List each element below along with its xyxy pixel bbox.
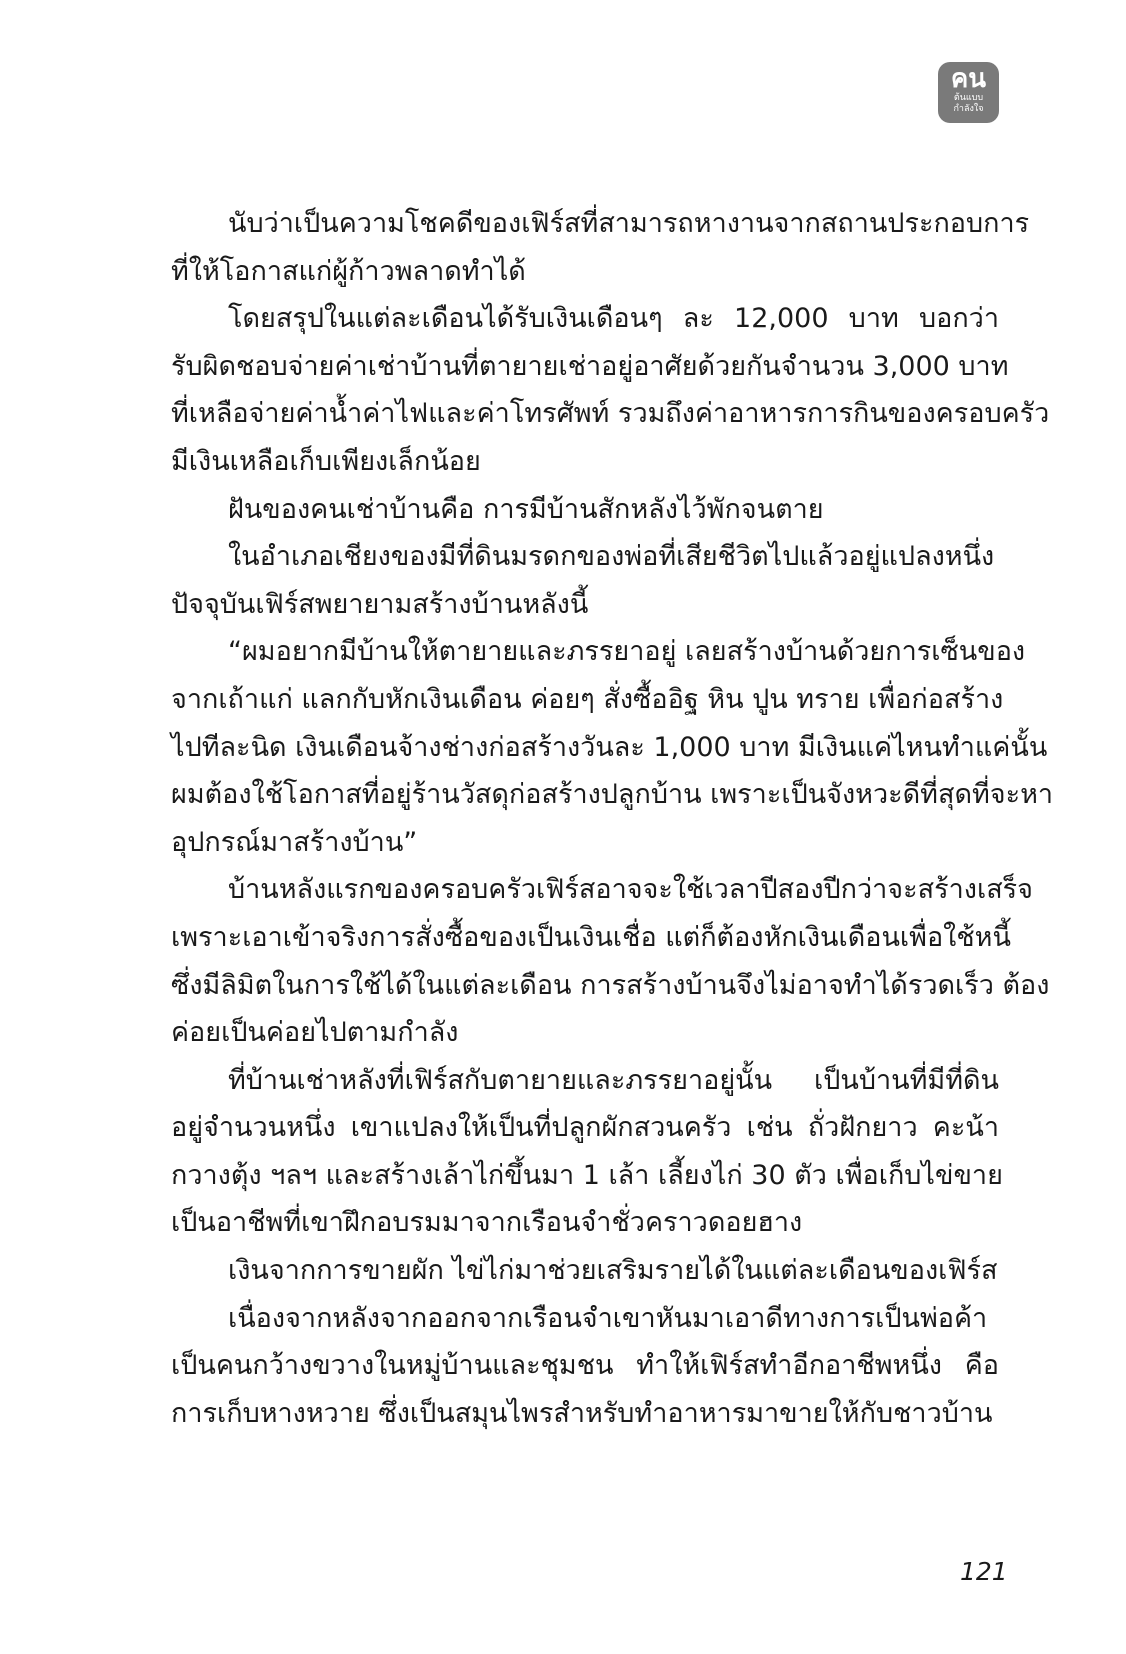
paragraph (171, 1295, 999, 1438)
text-line: รับผิดชอบจ่ายค่าเช่าบ้านที่ตายายเช่าอยู่อาศัยด้วยกันจำนวน 3,000 บาท (171, 350, 1009, 382)
text-line: ไปทีละนิด เงินเดือนจ้างช่างก่อสร้างวันละ 1,000 บาท มีเงินแค่ไหนทำแค่นั้น (171, 731, 1048, 763)
page-body (171, 200, 1054, 1437)
page-number: 121 (960, 1557, 1008, 1586)
paragraph (171, 533, 999, 628)
paragraph (171, 866, 1050, 1056)
text-line: จากเถ้าแก่ แลกกับหักเงินเดือน ค่อยๆ สั่งซื้ออิฐ หิน ปูน ทราย เพื่อก่อสร้าง (171, 683, 1004, 715)
text-line: โดยสรุปในแต่ละเดือนได้รับเงินเดือนๆ ละ 12,000 บาท บอกว่า (228, 303, 999, 335)
text-line: บ้านหลังแรกของครอบครัวเฟิร์สอาจจะใช้เวลาปีสองปีกว่าจะสร้างเสร็จ (228, 874, 1033, 906)
text-line: เพราะเอาเข้าจริงการสั่งซื้อของเป็นเงินเชื่อ แต่ก็ต้องหักเงินเดือนเพื่อใช้หนี้ (171, 921, 1011, 953)
text-line: อยู่จำนวนหนึ่ง เขาแปลงให้เป็นที่ปลูกผักสวนครัว เช่น ถั่วฝักยาว คะน้า (171, 1112, 999, 1144)
text-line: ซึ่งมีลิมิตในการใช้ได้ในแต่ละเดือน การสร้างบ้านจึงไม่อาจทำได้รวดเร็ว ต้อง (171, 969, 1050, 1001)
text-line: ที่ให้โอกาสแก่ผู้ก้าวพลาดทำได้ (171, 255, 526, 287)
book-series-badge (938, 62, 999, 123)
text-line: เนื่องจากหลังจากออกจากเรือนจำเขาหันมาเอาดีทางการเป็นพ่อค้า (228, 1302, 988, 1334)
text-line: ผมต้องใช้โอกาสที่อยู่ร้านวัสดุก่อสร้างปลูกบ้าน เพราะเป็นจังหวะดีที่สุดที่จะหา (171, 779, 1054, 811)
text-line: ที่เหลือจ่ายค่าน้ำค่าไฟและค่าโทรศัพท์ รวมถึงค่าอาหารการกินของครอบครัว (171, 398, 1050, 430)
text-line: อุปกรณ์มาสร้างบ้าน” (171, 826, 418, 858)
badge-line-2: กำลังใจ (953, 104, 984, 114)
text-line: “ผมอยากมีบ้านให้ตายายและภรรยาอยู่ เลยสร้างบ้านด้วยการเซ็นของ (228, 636, 1026, 668)
badge-main-text: คน (950, 64, 987, 94)
text-line: เป็นอาชีพที่เขาฝึกอบรมมาจากเรือนจำชั่วคราวดอยฮาง (171, 1207, 803, 1239)
text-line: นับว่าเป็นความโชคดีของเฟิร์สที่สามารถหางานจากสถานประกอบการ (228, 208, 1030, 239)
paragraph (171, 200, 1030, 295)
text-line: เงินจากการขายผัก ไข่ไก่มาช่วยเสริมรายได้ในแต่ละเดือนของเฟิร์ส (228, 1255, 998, 1287)
paragraph (171, 1247, 999, 1295)
text-line: การเก็บหางหวาย ซึ่งเป็นสมุนไพรสำหรับทำอาหารมาขายให้กับชาวบ้าน (171, 1397, 993, 1429)
text-line: เป็นคนกว้างขวางในหมู่บ้านและชุมชน ทำให้เฟิร์สทำอีกอาชีพหนึ่ง คือ (171, 1350, 999, 1382)
text-line: กวางตุ้ง ฯลฯ และสร้างเล้าไก่ขึ้นมา 1 เล้า เลี้ยงไก่ 30 ตัว เพื่อเก็บไข่ขาย (171, 1159, 1003, 1191)
paragraph (171, 628, 1054, 866)
paragraph (171, 295, 1050, 485)
text-line: ค่อยเป็นค่อยไปตามกำลัง (171, 1017, 459, 1049)
text-line: ฝันของคนเช่าบ้านคือ การมีบ้านสักหลังไว้พักจนตาย (228, 493, 824, 525)
text-line: ในอำเภอเชียงของมีที่ดินมรดกของพ่อที่เสียชีวิตไปแล้วอยู่แปลงหนึ่ง (228, 541, 995, 573)
paragraph (171, 1057, 1003, 1247)
text-line: ปัจจุบันเฟิร์สพยายามสร้างบ้านหลังนี้ (171, 588, 589, 620)
badge-line-1: ต้นแบบ (953, 93, 984, 103)
text-line: ที่บ้านเช่าหลังที่เฟิร์สกับตายายและภรรยาอยู่นั้น เป็นบ้านที่มีที่ดิน (228, 1064, 999, 1096)
paragraph (171, 486, 999, 534)
text-line: มีเงินเหลือเก็บเพียงเล็กน้อย (171, 445, 481, 477)
